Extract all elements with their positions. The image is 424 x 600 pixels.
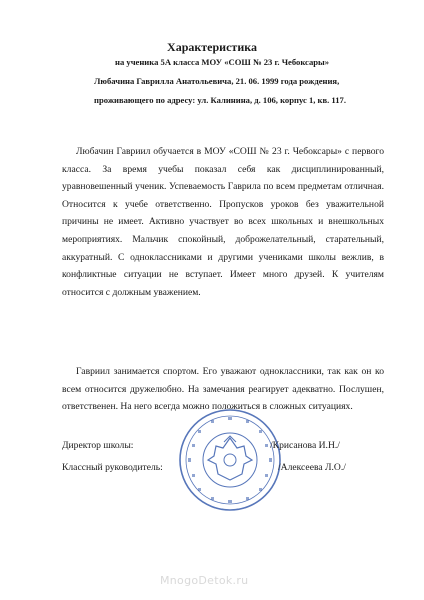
director-name: /Крисанова И.Н./ (270, 440, 340, 451)
document-title: Характеристика (167, 40, 257, 54)
header-line-class: на ученика 5А класса МОУ «СОШ № 23 г. Чебоксары» (115, 57, 330, 67)
director-role: Директор школы: (62, 440, 134, 451)
header-line-address: проживающего по адресу: ул. Калинина, д. 106, корпус 1, кв. 117. (94, 95, 346, 105)
body-paragraph-2: Гавриил занимается спортом. Его уважают одноклассники, так как он ко всем относится дружелюбно. На замечания реагирует адекватно. Послушен, ответственен. На него всегда можно положиться в сложных ситуациях. (62, 366, 384, 413)
watermark: MnogoDetok.ru (160, 574, 249, 587)
body-paragraph-1: Любачин Гавриил обучается в МОУ «СОШ № 23 г. Чебоксары» с первого класса. За время учебы показал себя как дисциплинированный, уравновешенный ученик. Успеваемость Гаврила по всем предметам отличная. Относится к учебе ответственно. Пропусков уроков без уважительной причины не имеет. Активно участвует во всех школьных и внешкольных мероприятиях. Мальчик спокойный, доброжелательный, старательный, аккуратный. С одноклассниками и другими учениками школы вежлив, в конфликтные ситуации не вступает. Имеет много друзей. К учителям относится с должным уважением. (62, 146, 384, 298)
class-teacher-role: Классный руководитель: (62, 462, 163, 473)
header-line-name: Любачина Гаврилла Анатольевича, 21. 06. 1999 года рождения, (94, 76, 340, 86)
school-stamp (178, 408, 282, 512)
class-teacher-name: /Алексеева Л.О./ (278, 462, 346, 473)
